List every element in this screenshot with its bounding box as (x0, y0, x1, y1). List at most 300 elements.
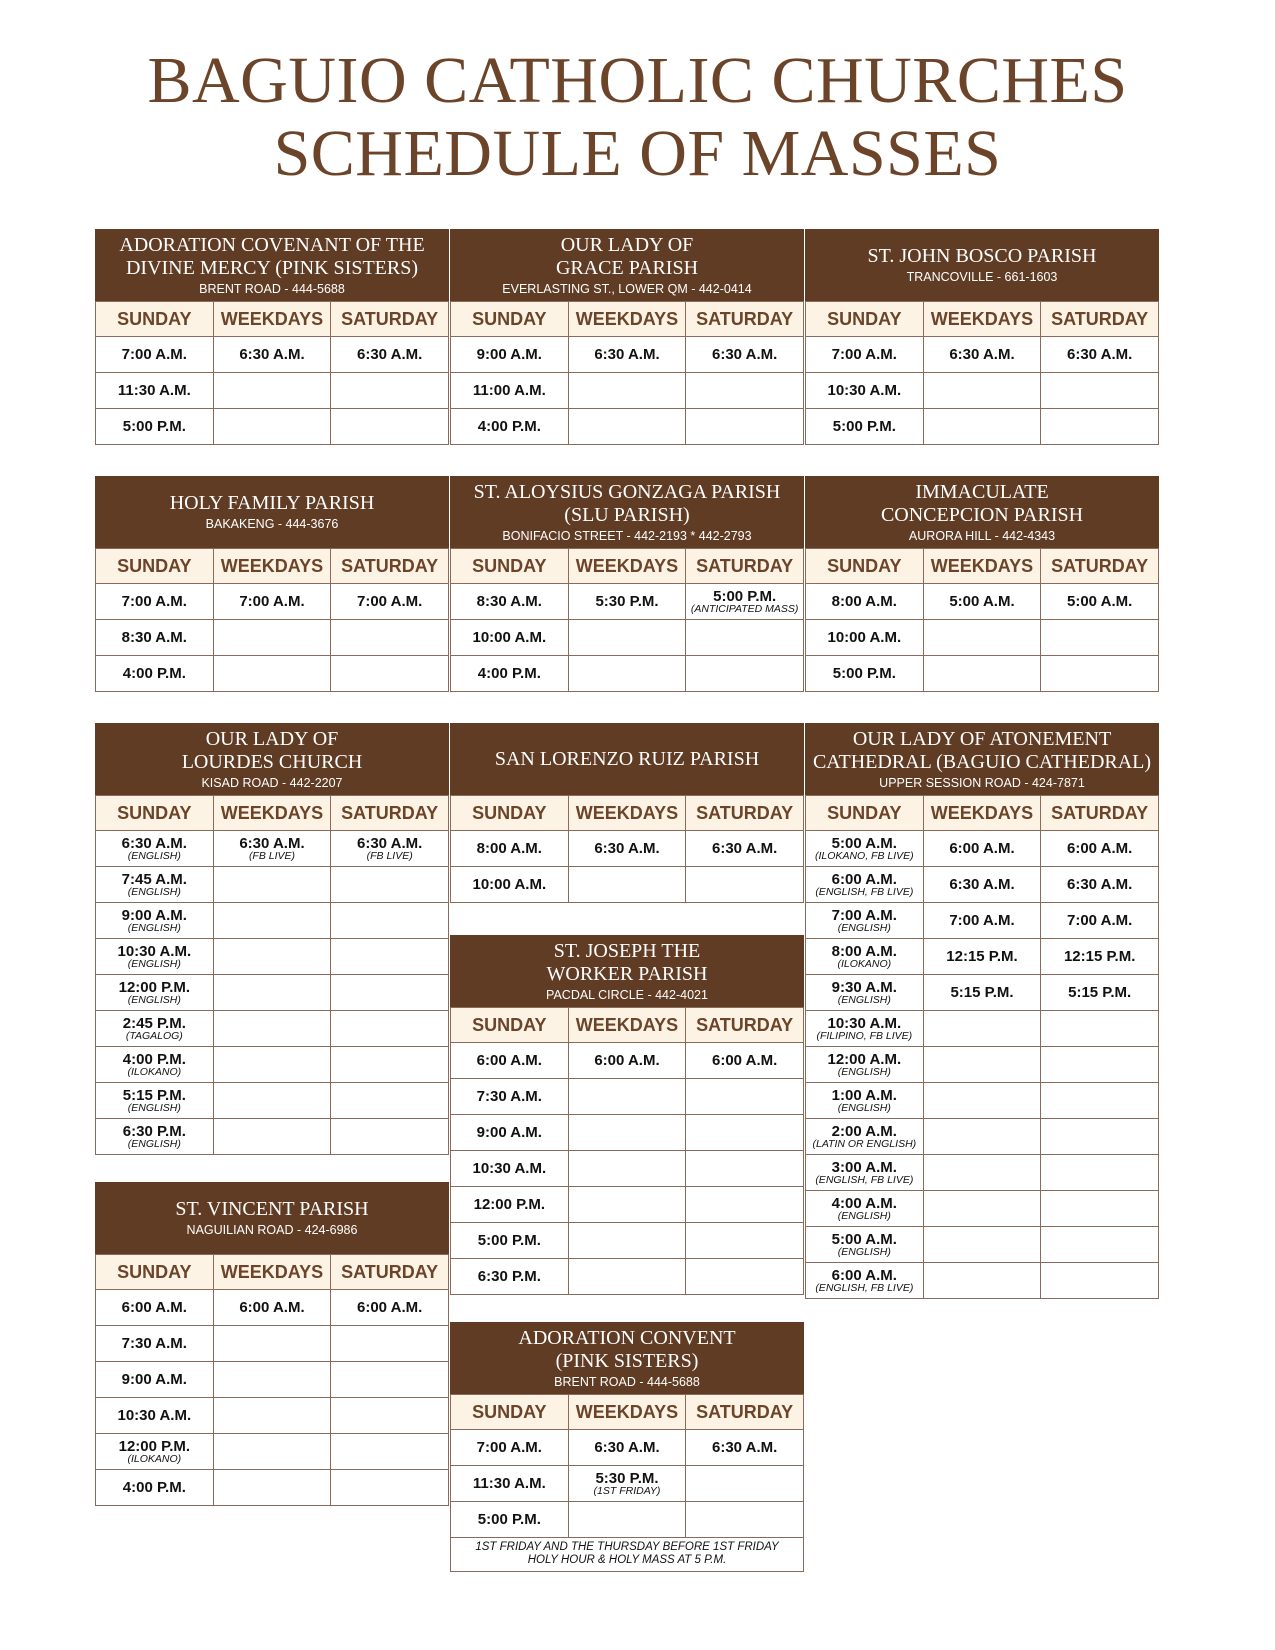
schedule-cell (213, 1398, 331, 1434)
schedule-table (95, 548, 449, 692)
mass-time: 5:00 A.M. (831, 1230, 897, 1248)
schedule-cell (213, 975, 331, 1011)
schedule-cell (1041, 939, 1159, 975)
schedule-cell (451, 1043, 569, 1079)
mass-time: 6:00 A.M. (949, 840, 1015, 857)
day-header-row (451, 796, 804, 831)
saturday-header: SATURDAY (686, 1008, 804, 1043)
mass-time: 4:00 P.M. (122, 665, 186, 682)
schedule-cell (96, 1398, 214, 1434)
mass-time: 6:00 A.M. (121, 1299, 187, 1316)
day-header-row (96, 302, 449, 337)
schedule-row (806, 1011, 1159, 1047)
mass-time: 7:30 A.M. (121, 1335, 187, 1352)
mass-time: 12:00 P.M. (473, 1196, 546, 1213)
saturday-header: SATURDAY (686, 302, 804, 337)
mass-time: 7:00 A.M. (949, 912, 1015, 929)
parish-header (805, 723, 1159, 795)
schedule-cell (96, 867, 214, 903)
schedule-cell (331, 373, 449, 409)
schedule-row (96, 1119, 449, 1155)
mass-note: (LATIN OR ENGLISH) (812, 1137, 917, 1150)
schedule-cell (451, 373, 569, 409)
schedule-cell (96, 1326, 214, 1362)
schedule-cell (96, 1011, 214, 1047)
schedule-cell (331, 1083, 449, 1119)
parish-name: HOLY FAMILY PARISH (169, 492, 375, 514)
parish-header (450, 476, 804, 548)
schedule-table (450, 1394, 804, 1538)
day-header-row (96, 549, 449, 584)
mass-time: 12:15 P.M. (946, 948, 1018, 965)
saturday-header: SATURDAY (331, 549, 449, 584)
schedule-cell (1041, 1155, 1159, 1191)
mass-time: 3:00 A.M. (831, 1158, 897, 1176)
weekdays-header: WEEKDAYS (923, 302, 1041, 337)
mass-time: 10:30 A.M. (472, 1160, 547, 1177)
schedule-cell (806, 1155, 924, 1191)
schedule-cell (331, 1470, 449, 1506)
mass-note: (ENGLISH) (127, 885, 181, 898)
schedule-row (806, 1047, 1159, 1083)
sunday-header: SUNDAY (806, 549, 924, 584)
mass-time: 4:00 P.M. (477, 665, 541, 682)
mass-time: 4:00 P.M. (122, 1479, 186, 1496)
schedule-cell (568, 1223, 686, 1259)
schedule-row (451, 1187, 804, 1223)
schedule-cell (806, 1263, 924, 1299)
mass-time: 2:45 P.M. (122, 1014, 186, 1032)
schedule-cell (568, 1079, 686, 1115)
sunday-header: SUNDAY (96, 796, 214, 831)
schedule-cell (1041, 867, 1159, 903)
schedule-row (806, 620, 1159, 656)
parish-name: OUR LADY OF LOURDES CHURCH (181, 727, 363, 773)
sunday-header: SUNDAY (451, 796, 569, 831)
schedule-cell (686, 337, 804, 373)
schedule-cell (331, 1290, 449, 1326)
schedule-table (95, 301, 449, 445)
schedule-row (96, 903, 449, 939)
schedule-cell (213, 1362, 331, 1398)
schedule-row (96, 337, 449, 373)
mass-time: 12:15 P.M. (1063, 948, 1136, 965)
schedule-cell (1041, 831, 1159, 867)
schedule-cell (451, 584, 569, 620)
mass-time: 6:30 A.M. (949, 876, 1015, 893)
schedule-row (96, 373, 449, 409)
schedule-cell (96, 1470, 214, 1506)
schedule-row (96, 620, 449, 656)
mass-time: 6:30 A.M. (239, 834, 305, 852)
mass-time: 7:45 A.M. (121, 870, 187, 888)
schedule-cell (331, 337, 449, 373)
parish-card (805, 229, 1159, 445)
schedule-cell (686, 1187, 804, 1223)
mass-time: 7:00 A.M. (476, 1439, 542, 1456)
schedule-cell (96, 1290, 214, 1326)
mass-time: 9:00 A.M. (476, 346, 542, 363)
schedule-cell (806, 373, 924, 409)
mass-time: 10:00 A.M. (827, 629, 902, 646)
mass-time: 11:30 A.M. (117, 382, 191, 399)
title-line-2: SCHEDULE OF MASSES (273, 117, 1002, 190)
mass-time: 5:00 P.M. (477, 1232, 541, 1249)
schedule-table (450, 548, 804, 692)
schedule-cell (213, 1011, 331, 1047)
schedule-cell (331, 1434, 449, 1470)
day-header-row (806, 549, 1159, 584)
mass-time: 6:00 A.M. (712, 1052, 778, 1069)
schedule-cell (213, 620, 331, 656)
schedule-row (806, 1155, 1159, 1191)
schedule-cell (213, 409, 331, 445)
sunday-header: SUNDAY (451, 1395, 569, 1430)
parish-address: KISAD ROAD - 442-2207 (201, 775, 343, 790)
mass-time: 5:00 P.M. (122, 418, 186, 435)
schedule-cell (96, 656, 214, 692)
schedule-row (96, 1398, 449, 1434)
parish-address: PACDAL CIRCLE - 442-4021 (546, 987, 708, 1002)
mass-time: 6:30 A.M. (594, 346, 660, 363)
schedule-cell (213, 337, 331, 373)
schedule-row (96, 939, 449, 975)
schedule-cell (96, 1083, 214, 1119)
schedule-row (96, 656, 449, 692)
mass-time: 6:00 A.M. (594, 1052, 660, 1069)
schedule-row (451, 1043, 804, 1079)
mass-time: 5:00 P.M. (832, 665, 896, 682)
schedule-row (806, 903, 1159, 939)
mass-time: 5:00 P.M. (832, 418, 896, 435)
mass-time: 1:00 A.M. (831, 1086, 897, 1104)
mass-time: 11:00 A.M. (472, 382, 546, 399)
sunday-header: SUNDAY (96, 302, 214, 337)
schedule-row (806, 939, 1159, 975)
schedule-cell (806, 584, 924, 620)
mass-time: 7:00 A.M. (831, 906, 897, 924)
parish-card (95, 723, 449, 1155)
mass-note: (ENGLISH) (837, 1245, 891, 1258)
schedule-cell (923, 1083, 1041, 1119)
mass-time: 2:00 A.M. (831, 1122, 897, 1140)
schedule-row (451, 831, 804, 867)
schedule-cell (568, 867, 686, 903)
schedule-cell (923, 1227, 1041, 1263)
parish-address: NAGUILIAN ROAD - 424-6986 (186, 1223, 358, 1237)
schedule-cell (686, 1502, 804, 1538)
schedule-row (96, 1083, 449, 1119)
parish-address: BAKAKENG - 444-3676 (205, 517, 339, 531)
mass-time: 6:30 P.M. (122, 1122, 186, 1140)
schedule-cell (1041, 337, 1159, 373)
day-header-row (451, 549, 804, 584)
mass-time: 8:30 A.M. (476, 593, 542, 610)
schedule-cell (331, 620, 449, 656)
saturday-header: SATURDAY (331, 1255, 449, 1290)
parish-name: OUR LADY OF GRACE PARISH (555, 233, 699, 279)
schedule-cell (923, 1011, 1041, 1047)
schedule-cell (96, 620, 214, 656)
schedule-row (451, 1223, 804, 1259)
schedule-row (96, 1470, 449, 1506)
weekdays-header: WEEKDAYS (213, 796, 331, 831)
schedule-cell (923, 1155, 1041, 1191)
schedule-cell (686, 1079, 804, 1115)
schedule-row (96, 584, 449, 620)
schedule-cell (96, 903, 214, 939)
weekdays-header: WEEKDAYS (568, 549, 686, 584)
sunday-header: SUNDAY (96, 549, 214, 584)
schedule-cell (568, 584, 686, 620)
parish-name: ADORATION CONVENT (PINK SISTERS) (518, 1326, 736, 1372)
schedule-row (806, 337, 1159, 373)
schedule-cell (806, 867, 924, 903)
page-title (0, 44, 1275, 190)
weekdays-header: WEEKDAYS (923, 549, 1041, 584)
schedule-cell (1041, 1011, 1159, 1047)
parish-header (450, 723, 804, 795)
mass-time: 7:00 A.M. (357, 593, 423, 610)
mass-time: 6:30 A.M. (949, 346, 1015, 363)
mass-time: 7:00 A.M. (831, 346, 897, 363)
mass-note: (ENGLISH, FB LIVE) (815, 1173, 914, 1186)
schedule-cell (923, 1191, 1041, 1227)
mass-time: 5:00 A.M. (831, 834, 897, 852)
saturday-header: SATURDAY (1041, 796, 1159, 831)
parish-header (450, 935, 804, 1007)
schedule-cell (806, 831, 924, 867)
mass-note: (ENGLISH) (127, 921, 181, 934)
sunday-header: SUNDAY (96, 1255, 214, 1290)
parish-card (805, 476, 1159, 692)
schedule-cell (331, 831, 449, 867)
mass-time: 7:00 A.M. (121, 593, 187, 610)
schedule-row (451, 1079, 804, 1115)
schedule-row (96, 867, 449, 903)
mass-time: 4:00 P.M. (122, 1050, 186, 1068)
mass-time: 6:30 A.M. (1067, 346, 1133, 363)
mass-time: 6:00 A.M. (1067, 840, 1133, 857)
schedule-cell (213, 903, 331, 939)
schedule-table (450, 795, 804, 903)
schedule-cell (806, 1047, 924, 1083)
schedule-cell (213, 1047, 331, 1083)
day-header-row (806, 302, 1159, 337)
sunday-header: SUNDAY (806, 796, 924, 831)
schedule-table (95, 795, 449, 1155)
schedule-cell (451, 831, 569, 867)
schedule-row (451, 1502, 804, 1538)
schedule-cell (923, 584, 1041, 620)
schedule-cell (568, 409, 686, 445)
saturday-header: SATURDAY (686, 1395, 804, 1430)
mass-time: 12:00 P.M. (118, 978, 191, 996)
schedule-cell (568, 1502, 686, 1538)
mass-note: (ENGLISH, FB LIVE) (815, 885, 914, 898)
schedule-row (806, 1227, 1159, 1263)
mass-time: 6:30 A.M. (1067, 876, 1133, 893)
schedule-table (805, 795, 1159, 1299)
parish-card (805, 723, 1159, 1299)
schedule-cell (923, 939, 1041, 975)
schedule-cell (686, 1115, 804, 1151)
mass-time: 5:15 P.M. (122, 1086, 186, 1104)
schedule-cell (96, 337, 214, 373)
mass-time: 6:00 A.M. (831, 870, 897, 888)
mass-time: 10:30 A.M. (117, 942, 192, 960)
schedule-cell (213, 1119, 331, 1155)
schedule-cell (1041, 1227, 1159, 1263)
schedule-row (451, 867, 804, 903)
schedule-cell (806, 1011, 924, 1047)
parish-name: ST. ALOYSIUS GONZAGA PARISH (SLU PARISH) (473, 480, 781, 526)
schedule-cell (331, 1398, 449, 1434)
schedule-cell (686, 1466, 804, 1502)
schedule-cell (806, 1191, 924, 1227)
schedule-row (806, 1191, 1159, 1227)
schedule-cell (451, 867, 569, 903)
schedule-cell (568, 1430, 686, 1466)
footnote-line: 1ST FRIDAY AND THE THURSDAY BEFORE 1ST FRIDAY (475, 1541, 779, 1553)
schedule-cell (331, 1047, 449, 1083)
schedule-cell (686, 1043, 804, 1079)
schedule-cell (568, 831, 686, 867)
schedule-cell (1041, 620, 1159, 656)
schedule-cell (686, 620, 804, 656)
mass-time: 6:30 A.M. (712, 346, 778, 363)
mass-note: (ENGLISH) (837, 921, 891, 934)
schedule-cell (686, 584, 804, 620)
schedule-table (450, 1007, 804, 1295)
parish-card (450, 935, 804, 1295)
mass-note: (1ST FRIDAY) (593, 1484, 661, 1497)
mass-time: 6:00 A.M. (357, 1299, 423, 1316)
mass-time: 7:00 A.M. (121, 346, 187, 363)
schedule-row (451, 584, 804, 620)
mass-note: (ILOKANO) (127, 1065, 182, 1078)
schedule-cell (1041, 1047, 1159, 1083)
schedule-cell (331, 1362, 449, 1398)
parish-card (450, 229, 804, 445)
schedule-cell (806, 975, 924, 1011)
schedule-cell (923, 1119, 1041, 1155)
mass-time: 12:00 A.M. (827, 1050, 902, 1068)
mass-time: 6:30 A.M. (594, 1439, 660, 1456)
parish-card (450, 1322, 804, 1572)
schedule-cell (923, 867, 1041, 903)
schedule-cell (96, 584, 214, 620)
parish-card (95, 476, 449, 692)
parish-header (805, 476, 1159, 548)
schedule-row (806, 1083, 1159, 1119)
schedule-cell (451, 1115, 569, 1151)
schedule-cell (331, 975, 449, 1011)
day-header-row (96, 796, 449, 831)
schedule-row (96, 1434, 449, 1470)
schedule-row (806, 975, 1159, 1011)
mass-note: (ENGLISH) (837, 993, 891, 1006)
schedule-cell (451, 1466, 569, 1502)
saturday-header: SATURDAY (331, 796, 449, 831)
parish-card (450, 723, 804, 903)
parish-name: ST. JOSEPH THE WORKER PARISH (546, 939, 708, 985)
mass-time: 9:00 A.M. (121, 1371, 187, 1388)
schedule-cell (96, 831, 214, 867)
weekdays-header: WEEKDAYS (923, 796, 1041, 831)
sunday-header: SUNDAY (451, 1008, 569, 1043)
schedule-cell (331, 1119, 449, 1155)
parish-header (450, 229, 804, 301)
schedule-cell (568, 1187, 686, 1223)
saturday-header: SATURDAY (686, 796, 804, 831)
schedule-row (806, 584, 1159, 620)
sunday-header: SUNDAY (806, 302, 924, 337)
schedule-cell (568, 1043, 686, 1079)
schedule-cell (568, 337, 686, 373)
mass-time: 9:00 A.M. (121, 906, 187, 924)
saturday-header: SATURDAY (331, 302, 449, 337)
parish-card (95, 1182, 449, 1506)
mass-time: 8:00 A.M. (476, 840, 542, 857)
mass-note: (TAGALOG) (125, 1029, 183, 1042)
mass-time: 7:30 A.M. (476, 1088, 542, 1105)
schedule-row (96, 1362, 449, 1398)
mass-time: 8:00 A.M. (831, 593, 897, 610)
schedule-cell (213, 1434, 331, 1470)
parish-card (450, 476, 804, 692)
sunday-header: SUNDAY (451, 302, 569, 337)
schedule-row (451, 1151, 804, 1187)
schedule-cell (213, 831, 331, 867)
mass-time: 5:00 P.M. (477, 1511, 541, 1528)
mass-time: 6:30 A.M. (121, 834, 187, 852)
mass-time: 6:30 A.M. (357, 834, 423, 852)
mass-note: (ENGLISH) (127, 1101, 181, 1114)
parish-address: BRENT ROAD - 444-5688 (554, 1374, 700, 1389)
schedule-row (96, 1047, 449, 1083)
schedule-row (806, 1119, 1159, 1155)
schedule-cell (451, 1151, 569, 1187)
mass-note: (ILOKANO) (837, 957, 892, 970)
schedule-cell (923, 831, 1041, 867)
schedule-row (451, 337, 804, 373)
mass-time: 5:30 P.M. (595, 1469, 659, 1487)
schedule-cell (568, 1151, 686, 1187)
mass-time: 5:15 P.M. (950, 984, 1014, 1001)
schedule-row (96, 831, 449, 867)
parish-header (95, 723, 449, 795)
parish-address: AURORA HILL - 442-4343 (908, 528, 1056, 543)
mass-note: (ILOKANO) (127, 1452, 182, 1465)
schedule-footnote (450, 1538, 804, 1572)
schedule-cell (568, 373, 686, 409)
schedule-cell (96, 1047, 214, 1083)
parish-header (450, 1322, 804, 1394)
parish-header (95, 229, 449, 301)
schedule-row (451, 1115, 804, 1151)
schedule-cell (213, 584, 331, 620)
mass-time: 7:00 A.M. (239, 593, 305, 610)
day-header-row (451, 1008, 804, 1043)
weekdays-header: WEEKDAYS (213, 302, 331, 337)
footnote-line: HOLY HOUR & HOLY MASS AT 5 P.M. (527, 1554, 727, 1566)
schedule-row (451, 1430, 804, 1466)
schedule-cell (1041, 975, 1159, 1011)
mass-time: 6:00 A.M. (239, 1299, 305, 1316)
mass-time: 10:30 A.M. (827, 1014, 902, 1032)
schedule-cell (331, 1326, 449, 1362)
